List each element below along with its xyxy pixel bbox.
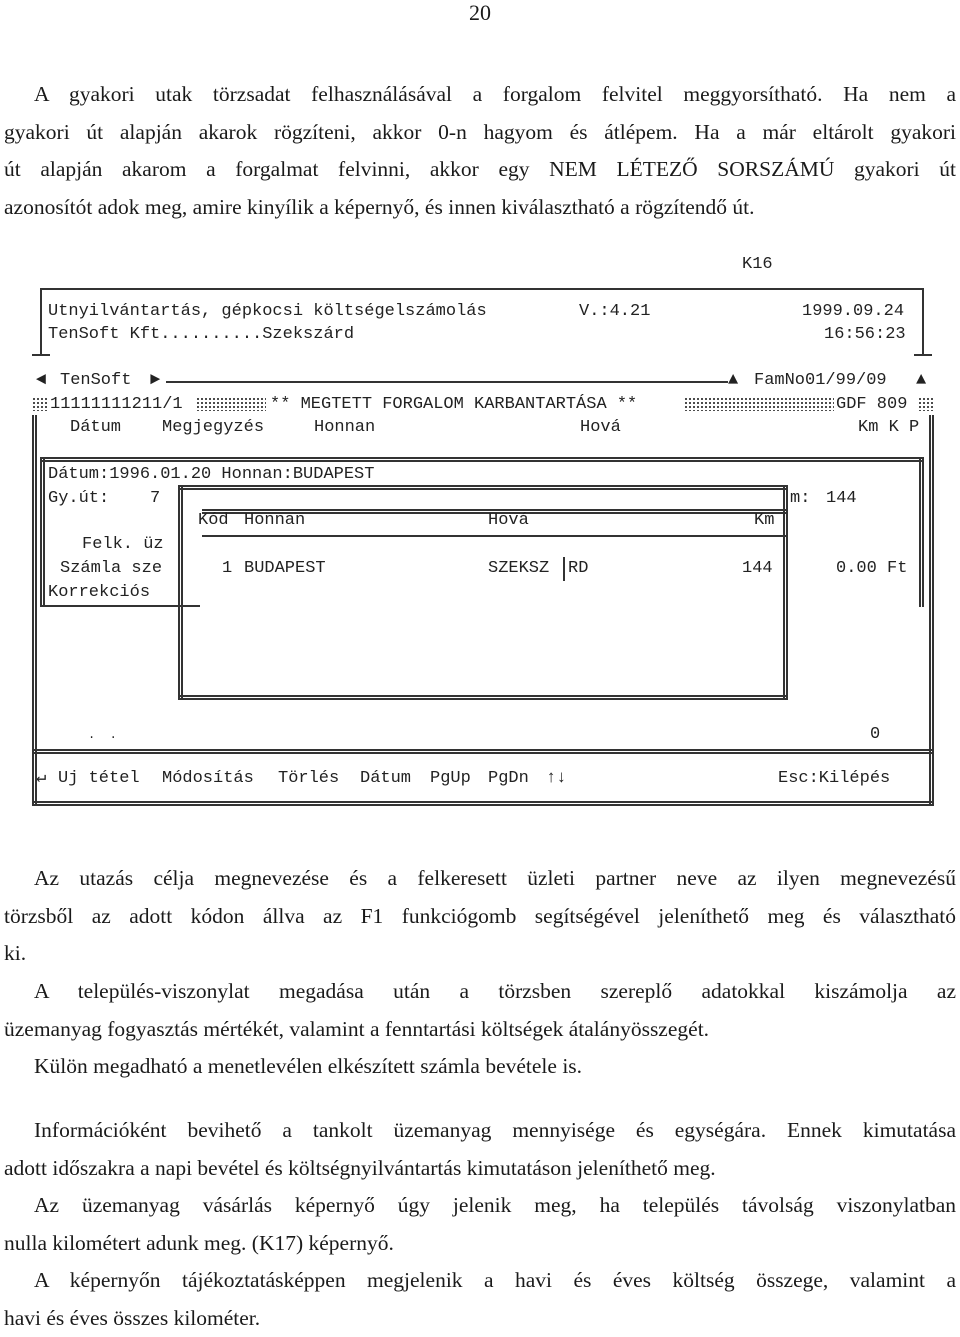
inner-right-border <box>783 485 788 699</box>
footer-pgup[interactable]: PgUp <box>430 769 471 789</box>
popup-col-hova: Hová <box>488 511 529 531</box>
popup-col-honnan: Honnan <box>244 511 305 531</box>
dotted-fill <box>918 397 934 411</box>
text-line: A képernyőn tájékoztatásképpen megjelenik a havi és éves költség összege, valamint a <box>4 1262 956 1300</box>
detail-left-border <box>40 457 45 607</box>
popup-row-hova-rest[interactable]: RD <box>568 559 588 579</box>
detail-bottom-border <box>40 605 200 607</box>
popup-col-kod: Kód <box>198 511 229 531</box>
text-line: Az utazás célja megnevezése és a felkeresett üzleti partner neve az ilyen megnevezésű <box>4 860 956 898</box>
paragraph-settlement <box>4 973 956 1048</box>
col-megjegyzes: Megjegyzés <box>162 418 264 438</box>
dotted-fill <box>196 397 266 411</box>
footer-new-item[interactable]: Uj tétel <box>58 769 140 789</box>
text-line: gyakori út alapján akarok rögzíteni, akkor 0-n hagyom és átlépem. Ha a már eltárolt gyakori <box>4 114 956 152</box>
popup-header-divider <box>202 535 788 537</box>
nav-tensoft: TenSoft <box>60 371 131 391</box>
company-name: TenSoft Kft..........Szekszárd <box>48 325 354 345</box>
footer-exit[interactable]: Esc:Kilépés <box>778 769 890 789</box>
felk-label: Felk. üz <box>82 535 164 555</box>
text-line: Külön megadható a menetlevélen elkészített számla bevétele is. <box>4 1048 956 1086</box>
arrow-left-icon: ◄ <box>36 371 46 391</box>
page-number: 20 <box>0 0 960 26</box>
text-line: törzsből az adott kódon állva az F1 funkciógomb segítségével jeleníthető meg és választható <box>4 898 956 936</box>
col-hova: Hová <box>580 418 621 438</box>
outer-left-border <box>32 415 37 763</box>
screen-label: K16 <box>742 255 773 275</box>
inner-left-border <box>178 485 183 699</box>
text-cursor <box>563 557 565 581</box>
inner-bottom-border <box>178 695 788 700</box>
col-km-k-p: Km K P <box>858 418 919 438</box>
app-version: V.:4.21 <box>579 302 650 322</box>
header-left-border <box>40 288 42 354</box>
popup-row-kod[interactable]: 1 <box>222 559 232 579</box>
footer-date[interactable]: Dátum <box>360 769 411 789</box>
paragraph-summary <box>4 1262 956 1337</box>
popup-col-km: Km <box>754 511 774 531</box>
list-bottom-border <box>32 749 934 754</box>
dotted-fill <box>32 397 48 411</box>
text-line: Információként bevihető a tankolt üzemanyag mennyisége és egységára. Ennek kimutatása <box>4 1112 956 1150</box>
col-honnan: Honnan <box>314 418 375 438</box>
header-right-border <box>922 288 924 354</box>
km-label: m: <box>790 489 810 509</box>
nav-line <box>166 381 728 383</box>
arrow-up-icon: ▲ <box>728 371 738 391</box>
korrekcios-label: Korrekciós <box>48 583 150 603</box>
paragraph-fuel-screen <box>4 1187 956 1262</box>
detail-right-border <box>919 457 924 607</box>
text-line: nulla kilométert adunk meg. (K17) képernyő. <box>4 1225 956 1263</box>
arrow-up-icon: ▲ <box>916 371 926 391</box>
km-value: 144 <box>826 489 857 509</box>
footer-bottom-border <box>32 801 934 806</box>
up-down-arrows-icon: ↑↓ <box>546 769 566 789</box>
footer-pgdn[interactable]: PgDn <box>488 769 529 789</box>
text-line: A település-viszonylat megadása után a törzsben szereplő adatokkal kiszámolja az <box>4 973 956 1011</box>
arrow-right-icon: ► <box>150 371 160 391</box>
gyut-value: 7 <box>150 489 160 509</box>
text-line: Az üzemanyag vásárlás képernyő úgy jelenik meg, ha település távolság viszonylatban <box>4 1187 956 1225</box>
text-line: azonosítót adok meg, amire kinyílik a képernyő, és innen kiválasztható a rögzítendő út. <box>4 189 956 227</box>
inner-top-border <box>178 485 788 490</box>
header-time: 16:56:23 <box>824 325 906 345</box>
header-right-foot <box>914 354 932 356</box>
paragraph-invoice <box>4 1048 956 1086</box>
fam-number: FamNo01/99/09 <box>754 371 887 391</box>
enter-icon: ↵ <box>36 769 46 789</box>
record-id: 11111111211/1 <box>50 395 183 415</box>
terminal-screenshot <box>26 255 940 810</box>
detail-top-border <box>40 457 924 462</box>
plate-number: GDF 809 <box>836 395 907 415</box>
text-line: havi és éves összes kilométer. <box>4 1300 956 1337</box>
popup-row-hova[interactable]: SZEKSZ <box>488 559 549 579</box>
popup-row-honnan[interactable]: BUDAPEST <box>244 559 326 579</box>
szamla-value: 0.00 Ft <box>836 559 907 579</box>
footer-left-border <box>32 763 37 805</box>
footer-delete[interactable]: Törlés <box>278 769 339 789</box>
col-datum: Dátum <box>70 418 121 438</box>
text-line: adott időszakra a napi bevétel és költségnyilvántartás kimutatáson jeleníthető meg. <box>4 1150 956 1188</box>
text-line: A gyakori utak törzsadat felhasználásával a forgalom felvitel meggyorsítható. Ha nem a <box>4 76 956 114</box>
footer-right-border <box>929 763 934 805</box>
app-title: Utnyilvántartás, gépkocsi költségelszámolás <box>48 302 487 322</box>
header-date: 1999.09.24 <box>802 302 904 322</box>
gyut-label: Gy.út: <box>48 489 109 509</box>
outer-right-border <box>929 415 934 763</box>
dotted-fill <box>684 397 834 411</box>
header-left-foot <box>32 354 50 356</box>
detail-date-line: Dátum:1996.01.20 Honnan:BUDAPEST <box>48 465 374 485</box>
text-line: ki. <box>4 935 956 973</box>
text-line: út alapján akarom a forgalmat felvinni, akkor egy NEM LÉTEZŐ SORSZÁMÚ gyakori út <box>4 151 956 189</box>
footer-modify[interactable]: Módosítás <box>162 769 254 789</box>
screen-title: ** MEGTETT FORGALOM KARBANTARTÁSA ** <box>270 395 637 415</box>
paragraph-partner <box>4 860 956 973</box>
paragraph-fuel-info <box>4 1112 956 1187</box>
dots-marker: . . <box>88 725 117 745</box>
text-line: üzemanyag fogyasztás mértékét, valamint a fenntartási költségek átalányösszegét. <box>4 1011 956 1049</box>
intro-paragraph <box>4 76 956 226</box>
header-top-border <box>40 288 924 290</box>
record-counter: 0 <box>870 725 880 745</box>
szamla-label: Számla sze <box>60 559 162 579</box>
popup-row-km[interactable]: 144 <box>742 559 773 579</box>
